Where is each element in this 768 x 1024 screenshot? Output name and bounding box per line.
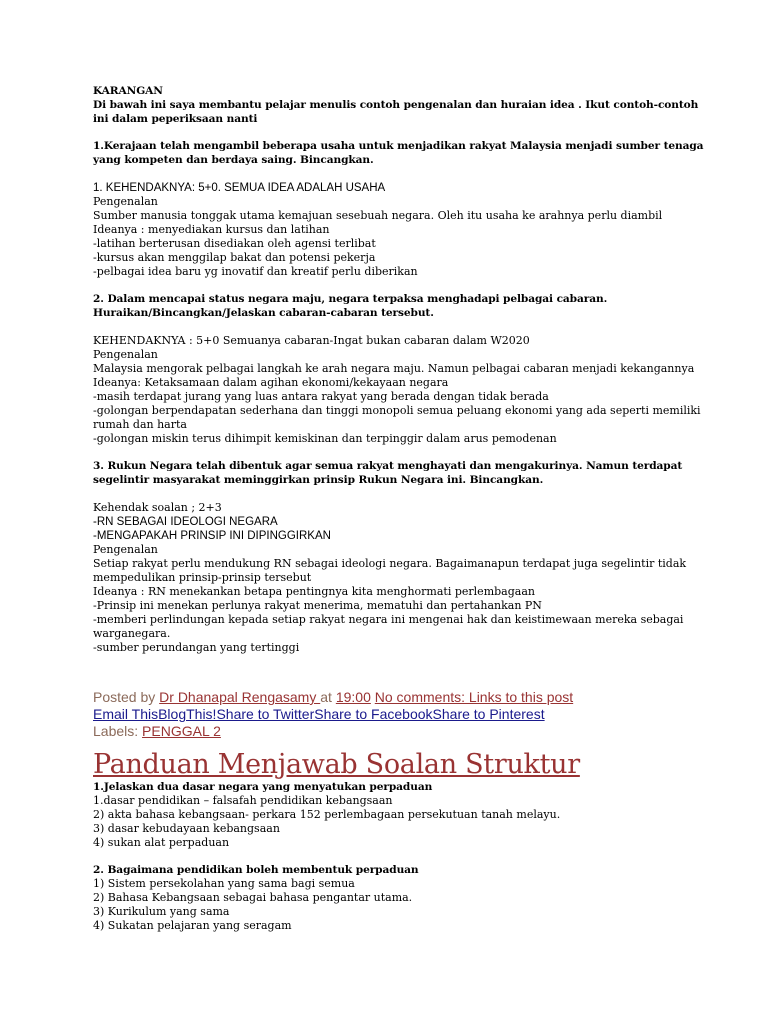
body-line: -pelbagai idea baru yg inovatif dan kreatif perlu diberikan <box>93 265 418 278</box>
body-line: -kursus akan menggilap bakat dan potensi pekerja <box>93 251 376 264</box>
question-3-requirement: Kehendak soalan ; 2+3 <box>93 501 222 514</box>
author-link[interactable]: Dr Dhanapal Rengasamy <box>159 689 321 705</box>
intro-line: Di bawah ini saya membantu pelajar menulis contoh pengenalan dan huraian idea . Ikut contoh-contoh <box>93 99 699 111</box>
post-time-link[interactable]: 19:00 <box>335 689 371 705</box>
posted-by-prefix: Posted by <box>93 689 160 705</box>
body-line: -Prinsip ini menekan perlunya rakyat menerima, mematuhi dan pertahankan PN <box>93 599 542 612</box>
body-line: Ideanya: Ketaksamaan dalam agihan ekonomi/kekayaan negara <box>93 376 449 389</box>
question-2-line: Huraikan/Bincangkan/Jelaskan cabaran-cabaran tersebut. <box>93 307 434 319</box>
answer-line: 1) Sistem persekolahan yang sama bagi semua <box>93 877 355 890</box>
body-line: rumah dan harta <box>93 418 187 431</box>
structure-question-2: 2. Bagaimana pendidikan boleh membentuk perpaduan <box>93 864 419 876</box>
post-labels <box>93 723 221 740</box>
body-line: Ideanya : RN menekankan betapa pentingnya kita menghormati perlembagaan <box>93 585 535 598</box>
question-2-line: 2. Dalam mencapai status negara maju, negara terpaksa menghadapi pelbagai cabaran. <box>93 293 608 305</box>
body-line: -latihan berterusan disediakan oleh agensi terlibat <box>93 237 376 250</box>
answer-line: 1.dasar pendidikan – falsafah pendidikan kebangsaan <box>93 794 393 807</box>
body-line: Pengenalan <box>93 195 158 208</box>
question-3-requirement: -MENGAPAKAH PRINSIP INI DIPINGGIRKAN <box>93 530 331 542</box>
question-1-line: 1.Kerajaan telah mengambil beberapa usaha untuk menjadikan rakyat Malaysia menjadi sumber tenaga <box>93 140 704 152</box>
body-line: Malaysia mengorak pelbagai langkah ke arah negara maju. Namun pelbagai cabaran menjadi kekangannya <box>93 362 695 375</box>
post-byline <box>93 689 573 706</box>
question-3-line: 3. Rukun Negara telah dibentuk agar semua rakyat menghayati dan mengakurinya. Namun terdapat <box>93 460 683 472</box>
question-1-requirement: 1. KEHENDAKNYA: 5+0. SEMUA IDEA ADALAH USAHA <box>93 182 386 194</box>
labels-prefix: Labels: <box>93 723 143 739</box>
body-line: -memberi perlindungan kepada setiap rakyat negara ini mengenai hak dan keistimewaan mereka sebagai <box>93 613 684 626</box>
body-line: -golongan berpendapatan sederhana dan tinggi monopoli semua peluang ekonomi yang ada seperti memiliki <box>93 404 701 417</box>
body-line: Ideanya : menyediakan kursus dan latihan <box>93 223 330 236</box>
body-line: Sumber manusia tonggak utama kemajuan sesebuah negara. Oleh itu usaha ke arahnya perlu diambil <box>93 209 663 222</box>
body-line: Setiap rakyat perlu mendukung RN sebagai ideologi negara. Bagaimanapun terdapat juga segelintir tidak <box>93 557 687 570</box>
answer-line: 4) Sukatan pelajaran yang seragam <box>93 919 292 932</box>
post-body <box>93 84 704 655</box>
body-line: -masih terdapat jurang yang luas antara rakyat yang berada dengan tidak berada <box>93 390 549 403</box>
comments-link[interactable]: No comments: Links to this post <box>374 689 574 705</box>
answer-line: 4) sukan alat perpaduan <box>93 836 230 849</box>
at-text: at <box>320 689 336 705</box>
body-line: Pengenalan <box>93 543 158 556</box>
question-1-line: yang kompeten dan berdaya saing. Bincangkan. <box>93 154 374 166</box>
body-line: mempedulikan prinsip-prinsip tersebut <box>93 571 312 584</box>
essay-heading: KARANGAN <box>93 85 163 97</box>
question-3-line: segelintir masyarakat meminggirkan prinsip Rukun Negara ini. Bincangkan. <box>93 474 544 486</box>
post-2-body <box>93 780 693 933</box>
intro-line: ini dalam peperiksaan nanti <box>93 113 258 125</box>
question-3-requirement: -RN SEBAGAI IDEOLOGI NEGARA <box>93 516 278 528</box>
answer-line: 2) Bahasa Kebangsaan sebagai bahasa pengantar utama. <box>93 891 413 904</box>
body-line: -golongan miskin terus dihimpit kemiskinan dan terpinggir dalam arus pemodenan <box>93 432 557 445</box>
body-line: warganegara. <box>93 627 171 640</box>
answer-line: 2) akta bahasa kebangsaan- perkara 152 perlembagaan persekutuan tanah melayu. <box>93 808 561 821</box>
question-2-requirement: KEHENDAKNYA : 5+0 Semuanya cabaran-Ingat bukan cabaran dalam W2020 <box>93 334 530 347</box>
body-line: -sumber perundangan yang tertinggi <box>93 641 300 654</box>
answer-line: 3) dasar kebudayaan kebangsaan <box>93 822 280 835</box>
body-line: Pengenalan <box>93 348 158 361</box>
structure-question-1: 1.Jelaskan dua dasar negara yang menyatukan perpaduan <box>93 781 433 793</box>
share-links[interactable]: Email ThisBlogThis!Share to TwitterShare to FacebookShare to Pinterest <box>93 706 545 722</box>
post-title-link[interactable]: Panduan Menjawab Soalan Struktur <box>93 749 580 780</box>
label-link[interactable]: PENGGAL 2 <box>142 723 221 739</box>
answer-line: 3) Kurikulum yang sama <box>93 905 230 918</box>
